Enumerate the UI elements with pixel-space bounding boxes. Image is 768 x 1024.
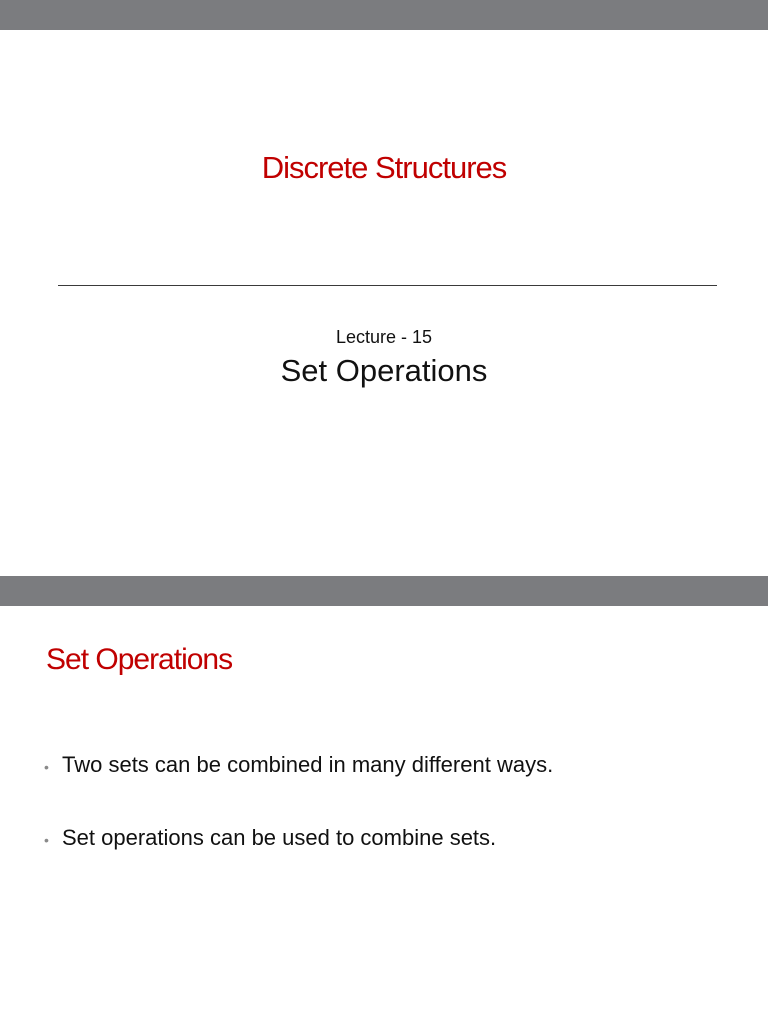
course-title: Discrete Structures [261, 150, 507, 185]
content-slide [0, 576, 768, 1024]
slide-header-bar [0, 0, 768, 30]
bullet-icon: • [44, 759, 49, 775]
lecture-topic: Set Operations [280, 353, 488, 388]
slide-header-bar [0, 576, 768, 606]
bullet-text: Two sets can be combined in many different ways. [62, 752, 554, 777]
bullet-item [44, 825, 553, 851]
lecture-number: Lecture - 15 [335, 327, 433, 347]
bullet-text: Set operations can be used to combine sets. [62, 825, 497, 850]
slide-title: Set Operations [46, 643, 233, 676]
bullet-icon: • [44, 832, 49, 848]
title-divider [58, 285, 717, 286]
bullet-list [44, 752, 553, 898]
bullet-item [44, 752, 553, 778]
